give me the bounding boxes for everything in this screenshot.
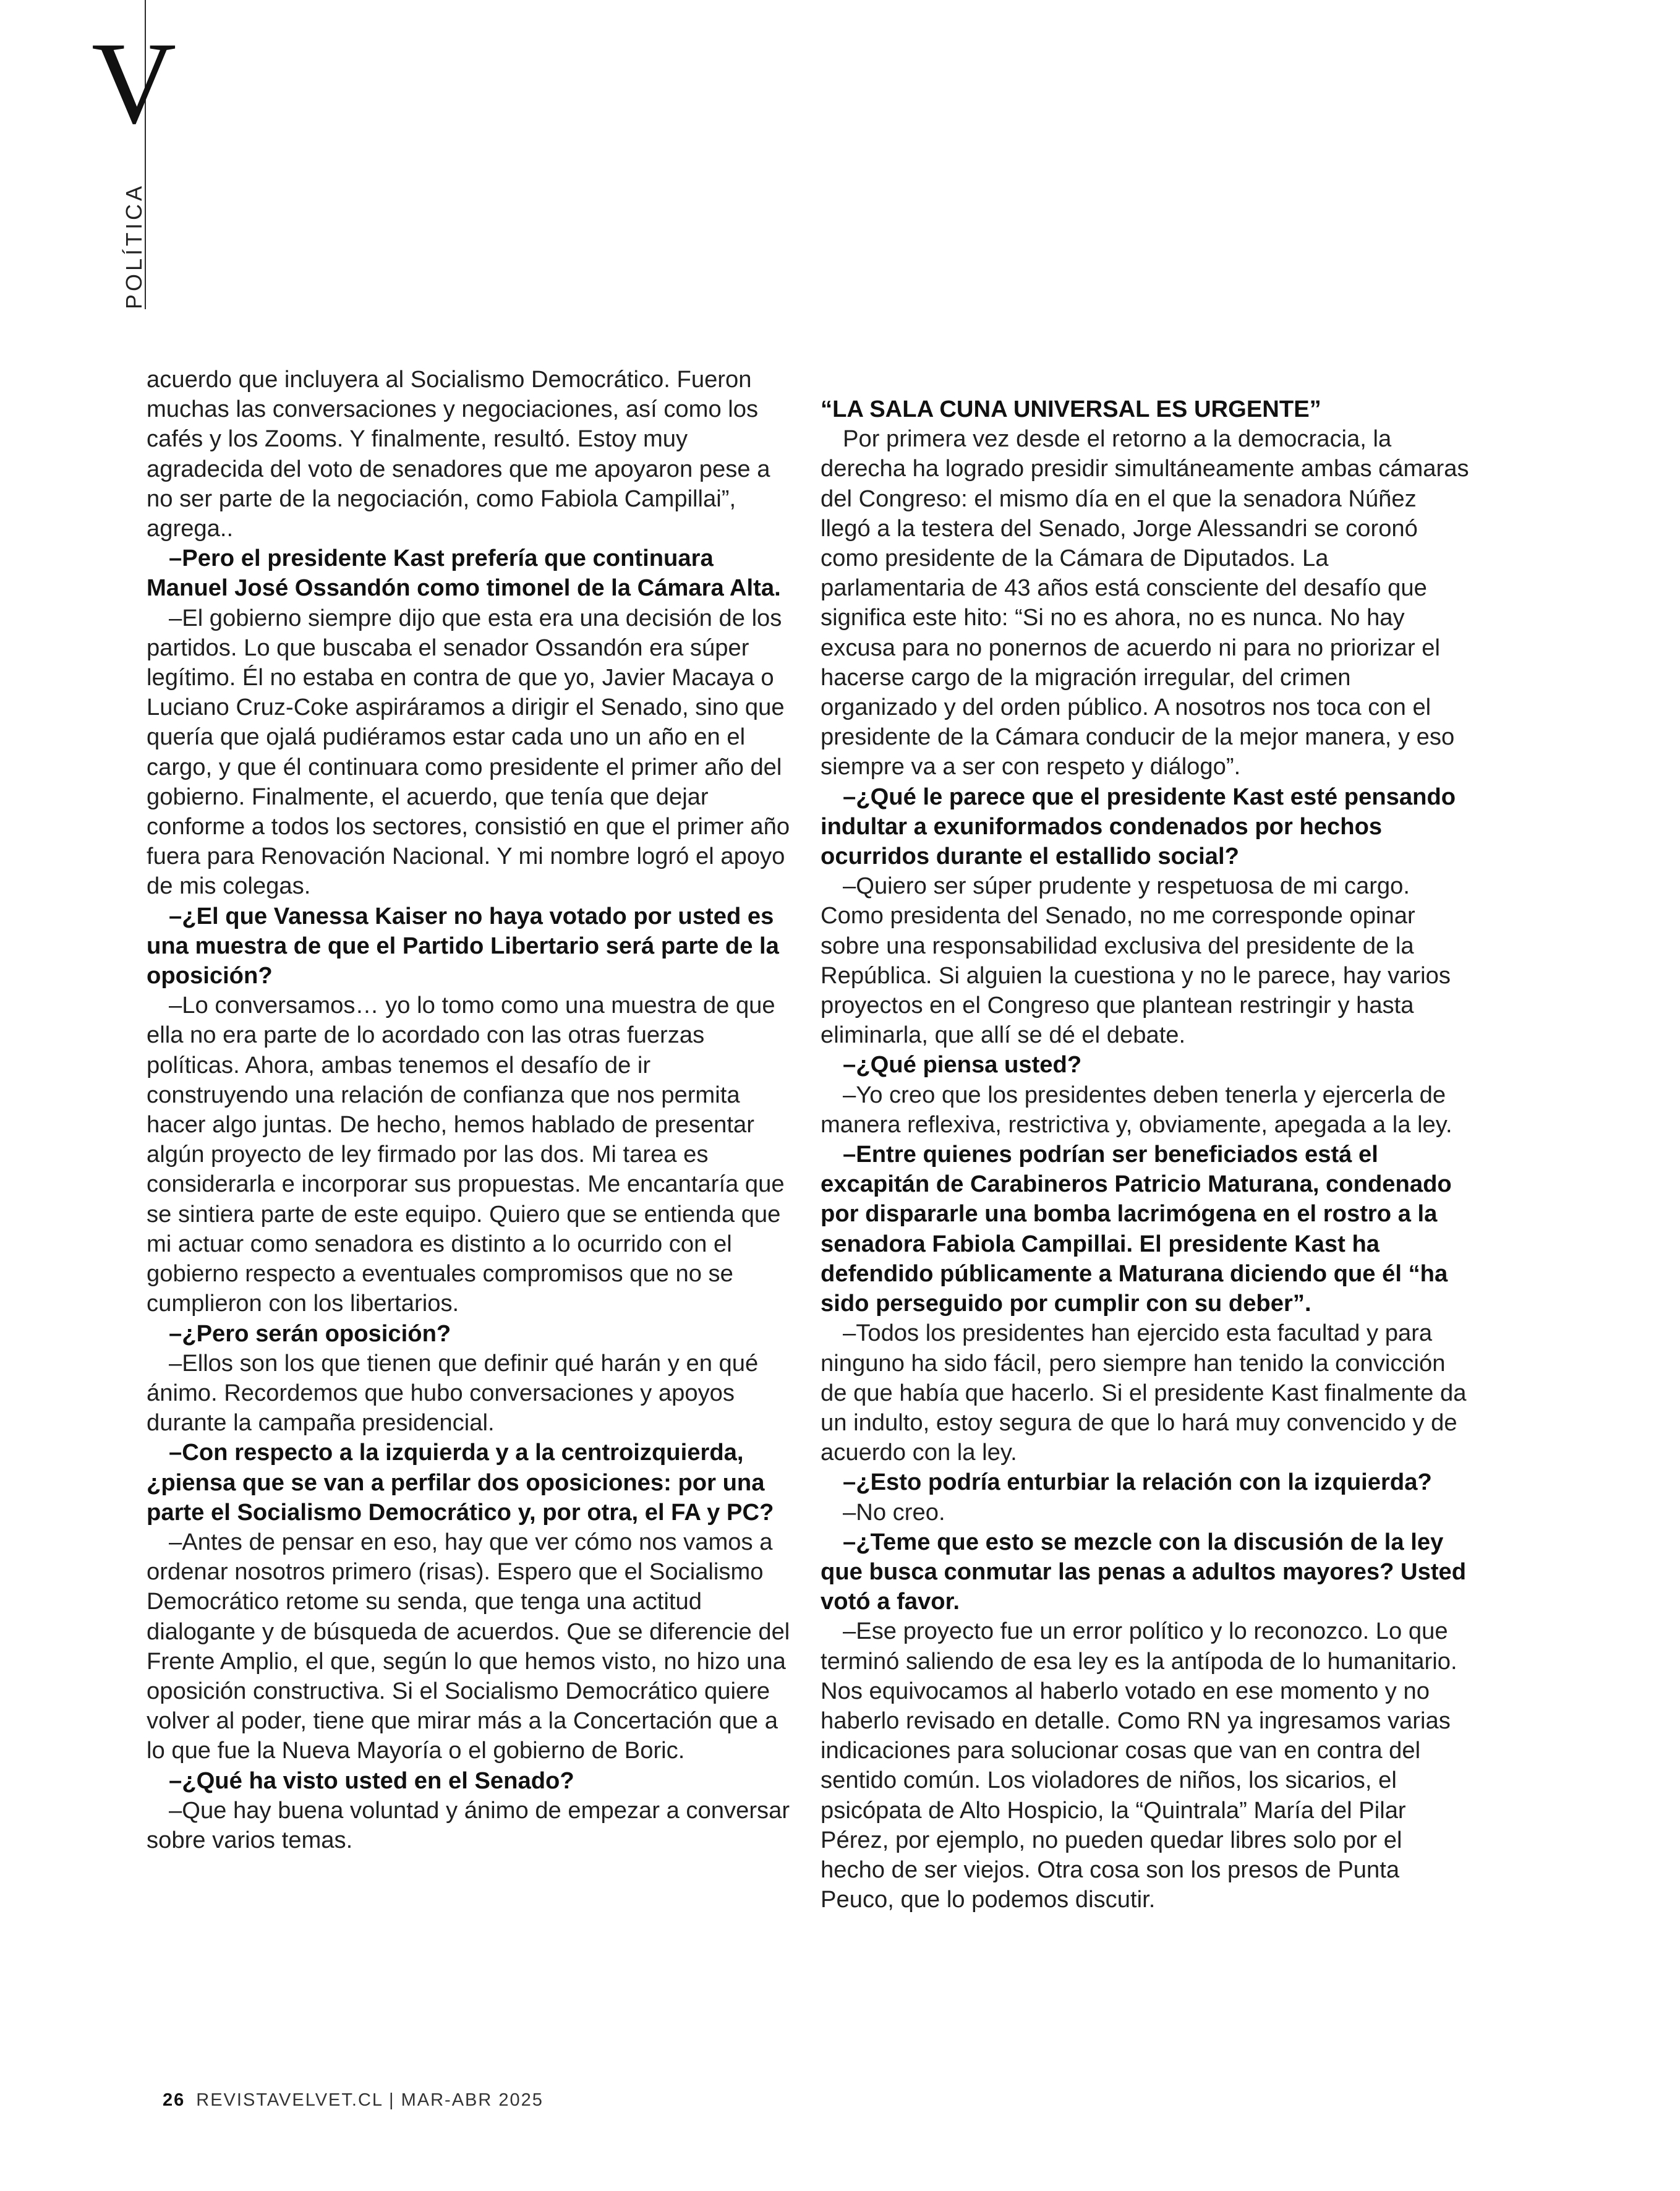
- left-column: [147, 365, 796, 1855]
- interview-question: –¿Pero serán oposición?: [169, 1320, 451, 1347]
- interview-question: –Entre quienes podrían ser beneficiados está el excapitán de Carabineros Patricio Maturana, condenado por dispararle una bomba lacrimógena en el rostro a la senadora Fabiola Campillai. El presidente Kast ha defendido públicamente a Maturana diciendo que él “ha sido perseguido por cumplir con su deber”.: [821, 1141, 1452, 1317]
- interview-answer: –Ese proyecto fue un error político y lo reconozco. Lo que terminó saliendo de esa ley es la antípoda de lo humanitario. Nos equivocamos al haberlo votado en ese momento y no haberlo revisado en detalle. Como RN ya ingresamos varias indicaciones para solucionar cosas que van en contra del sentido común. Los violadores de niños, los sicarios, el psicópata de Alto Hospicio, la “Quintrala” María del Pilar Pérez, por ejemplo, no pueden quedar libres solo por el hecho de ser viejos. Otra cosa son los presos de Punta Peuco, que lo podemos discutir.: [821, 1618, 1457, 1913]
- interview-answer: –Todos los presidentes han ejercido esta facultad y para ninguno ha sido fácil, pero siempre han tenido la convicción de que había que hacerlo. Si el presidente Kast finalmente da un indulto, estoy segura de que lo hará muy convencido y de acuerdo con la ley.: [821, 1320, 1467, 1466]
- interview-answer: –No creo.: [843, 1498, 945, 1526]
- page-footer: [163, 2090, 544, 2111]
- section-subhead: “LA SALA CUNA UNIVERSAL ES URGENTE”: [821, 396, 1321, 422]
- magazine-logo: V: [92, 19, 177, 148]
- interview-question: –¿Teme que esto se mezcle con la discusión de la ley que busca conmutar las penas a adultos mayores? Usted votó a favor.: [821, 1528, 1467, 1615]
- interview-question: –¿Qué ha visto usted en el Senado?: [169, 1767, 574, 1794]
- interview-question: –¿Esto podría enturbiar la relación con la izquierda?: [843, 1469, 1432, 1496]
- interview-answer: –Ellos son los que tienen que definir qué harán y en qué ánimo. Recordemos que hubo conversaciones y apoyos durante la campaña presidencial.: [147, 1349, 759, 1437]
- interview-question: –¿Qué le parece que el presidente Kast esté pensando indultar a exuniformados condenados por hechos ocurridos durante el estallido social?: [821, 783, 1456, 870]
- interview-answer: –Lo conversamos… yo lo tomo como una muestra de que ella no era parte de lo acordado con las otras fuerzas políticas. Ahora, ambas tenemos el desafío de ir construyendo una relación de confianza que nos permita hacer algo juntas. De hecho, hemos hablado de presentar algún proyecto de ley firmado por las dos. Mi tarea es considerarla e incorporar sus propuestas. Me encantaría que se sintiera parte de este equipo. Quiero que se entienda que mi actuar como senadora es distinto a lo ocurrido con el gobierno respecto a eventuales compromisos que no se cumplieron con los libertarios.: [147, 992, 785, 1317]
- interview-answer: –Que hay buena voluntad y ánimo de empezar a conversar sobre varios temas.: [147, 1796, 790, 1853]
- interview-answer: –Quiero ser súper prudente y respetuosa de mi cargo. Como presidenta del Senado, no me corresponde opinar sobre una responsabilidad exclusiva del presidente de la República. Si alguien la cuestiona y no le parece, hay varios proyectos en el Congreso que plantean restringir y hasta eliminarla, que allí se dé el debate.: [821, 873, 1451, 1049]
- interview-answer: –Antes de pensar en eso, hay que ver cómo nos vamos a ordenar nosotros primero (risas). Espero que el Socialismo Democrático retome su senda, que tenga una actitud dialogante y de búsqueda de acuerdos. Que se diferencie del Frente Amplio, el que, según lo que hemos visto, no hizo una oposición constructiva. Si el Socialismo Democrático quiere volver al poder, tiene que mirar más a la Concertación que a lo que fue la Nueva Mayoría o el gobierno de Boric.: [147, 1528, 790, 1764]
- interview-question: –¿Qué piensa usted?: [843, 1051, 1082, 1078]
- interview-question: –¿El que Vanessa Kaiser no haya votado por usted es una muestra de que el Partido Libertario será parte de la oposición?: [147, 902, 779, 989]
- right-column: [821, 395, 1470, 1915]
- interview-answer: –Yo creo que los presidentes deben tenerla y ejercerla de manera reflexiva, restrictiva y, obviamente, apegada a la ley.: [821, 1081, 1452, 1138]
- section-label: POLÍTICA: [121, 182, 147, 309]
- interview-question: –Pero el presidente Kast prefería que continuara Manuel José Ossandón como timonel de la Cámara Alta.: [147, 545, 781, 602]
- page-number: 26: [163, 2090, 185, 2110]
- interview-answer: –El gobierno siempre dijo que esta era una decisión de los partidos. Lo que buscaba el senador Ossandón era súper legítimo. Él no estaba en contra de que yo, Javier Macaya o Luciano Cruz-Coke aspiráramos a dirigir el Senado, sino que quería que ojalá pudiéramos estar cada uno un año en el cargo, y que él continuara como presidente el primer año del gobierno. Finalmente, el acuerdo, que tenía que dejar conforme a todos los sectores, consistió en que el primer año fuera para Renovación Nacional. Y mi nombre logró el apoyo de mis colegas.: [147, 604, 790, 900]
- paragraph: acuerdo que incluyera al Socialismo Democrático. Fueron muchas las conversaciones y negociaciones, así como los cafés y los Zooms. Y finalmente, resultó. Estoy muy agradecida del voto de senadores que me apoyaron pese a no ser parte de la negociación, como Fabiola Campillai”, agrega..: [147, 366, 770, 542]
- paragraph: Por primera vez desde el retorno a la democracia, la derecha ha logrado presidir simultáneamente ambas cámaras del Congreso: el mismo día en el que la senadora Núñez llegó a la testera del Senado, Jorge Alessandri se coronó como presidente de la Cámara de Diputados. La parlamentaria de 43 años está consciente del desafío que significa este hito: “Si no es ahora, no es nunca. No hay excusa para no ponernos de acuerdo ni para no priorizar el hacerse cargo de la migración irregular, del crimen organizado y del orden público. A nosotros nos toca con el presidente de la Cámara conducir de la mejor manera, y eso siempre va a ser con respeto y diálogo”.: [821, 425, 1469, 780]
- footer-text: REVISTAVELVET.CL | MAR-ABR 2025: [196, 2090, 544, 2110]
- interview-question: –Con respecto a la izquierda y a la centroizquierda, ¿piensa que se van a perfilar dos oposiciones: por una parte el Socialismo Democrático y, por otra, el FA y PC?: [147, 1439, 774, 1526]
